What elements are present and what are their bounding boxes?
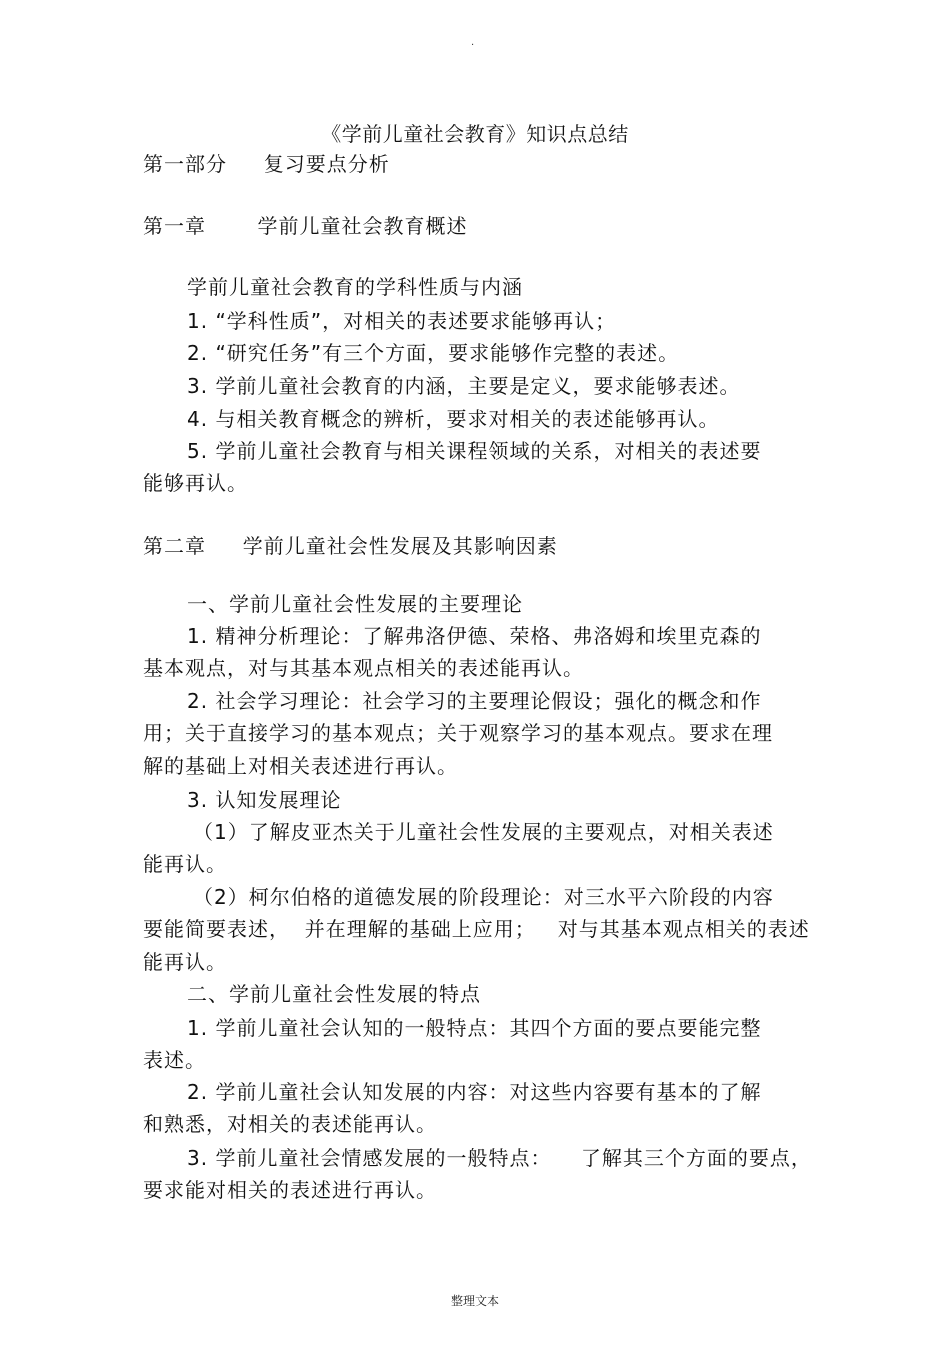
- chapter2-line: 2. 社会学习理论：社会学习的主要理论假设；强化的概念和作: [187, 689, 762, 713]
- chapter2-line: 要求能对相关的表述进行再认。: [143, 1178, 437, 1202]
- chapter2-line: 1. 学前儿童社会认知的一般特点：其四个方面的要点要能完整: [187, 1016, 762, 1040]
- chapter2-line: 能再认。: [143, 852, 227, 876]
- chapter1-item: 3. 学前儿童社会教育的内涵，主要是定义，要求能够表述。: [187, 374, 741, 398]
- chapter2-line: 表述。: [143, 1048, 206, 1072]
- chapter1-item: 2. “研究任务”有三个方面，要求能够作完整的表述。: [187, 341, 680, 365]
- chapter1-item-cont: 能够再认。: [143, 471, 248, 495]
- chapter2-line: （1）了解皮亚杰关于儿童社会性发展的主要观点，对相关表述: [193, 820, 774, 844]
- chapter2-heading: 第二章 学前儿童社会性发展及其影响因素: [143, 534, 558, 558]
- chapter2-section2: 二、学前儿童社会性发展的特点: [187, 982, 481, 1006]
- chapter1-item: 4. 与相关教育概念的辨析，要求对相关的表述能够再认。: [187, 407, 720, 431]
- chapter2-line: 3. 认知发展理论: [187, 788, 342, 812]
- chapter2-line: 基本观点，对与其基本观点相关的表述能再认。: [143, 656, 584, 680]
- chapter1-subheading: 学前儿童社会教育的学科性质与内涵: [187, 275, 523, 299]
- chapter2-section1: 一、学前儿童社会性发展的主要理论: [187, 592, 523, 616]
- chapter2-line: 能再认。: [143, 950, 227, 974]
- chapter1-heading: 第一章 学前儿童社会教育概述: [143, 214, 468, 238]
- chapter1-item: 5. 学前儿童社会教育与相关课程领域的关系，对相关的表述要: [187, 439, 762, 463]
- chapter2-line: 2. 学前儿童社会认知发展的内容：对这些内容要有基本的了解: [187, 1080, 762, 1104]
- chapter1-item: 1. “学科性质”，对相关的表述要求能够再认；: [187, 309, 617, 333]
- part-heading: 第一部分 复习要点分析: [143, 152, 390, 176]
- page-footer: 整理文本: [450, 1294, 499, 1308]
- chapter2-line: 用；关于直接学习的基本观点；关于观察学习的基本观点。要求在理: [143, 721, 773, 745]
- chapter2-line: 要能简要表述， 并在理解的基础上应用； 对与其基本观点相关的表述: [143, 917, 810, 941]
- chapter2-line: （2）柯尔伯格的道德发展的阶段理论：对三水平六阶段的内容: [193, 885, 774, 909]
- chapter2-line: 3. 学前儿童社会情感发展的一般特点： 了解其三个方面的要点，: [187, 1146, 812, 1170]
- header-mark: ·: [471, 40, 475, 51]
- chapter2-line: 解的基础上对相关表述进行再认。: [143, 754, 458, 778]
- chapter2-line: 和熟悉，对相关的表述能再认。: [143, 1112, 437, 1136]
- chapter2-line: 1. 精神分析理论：了解弗洛伊德、荣格、弗洛姆和埃里克森的: [187, 624, 762, 648]
- page-title: 《学前儿童社会教育》知识点总结: [321, 122, 629, 146]
